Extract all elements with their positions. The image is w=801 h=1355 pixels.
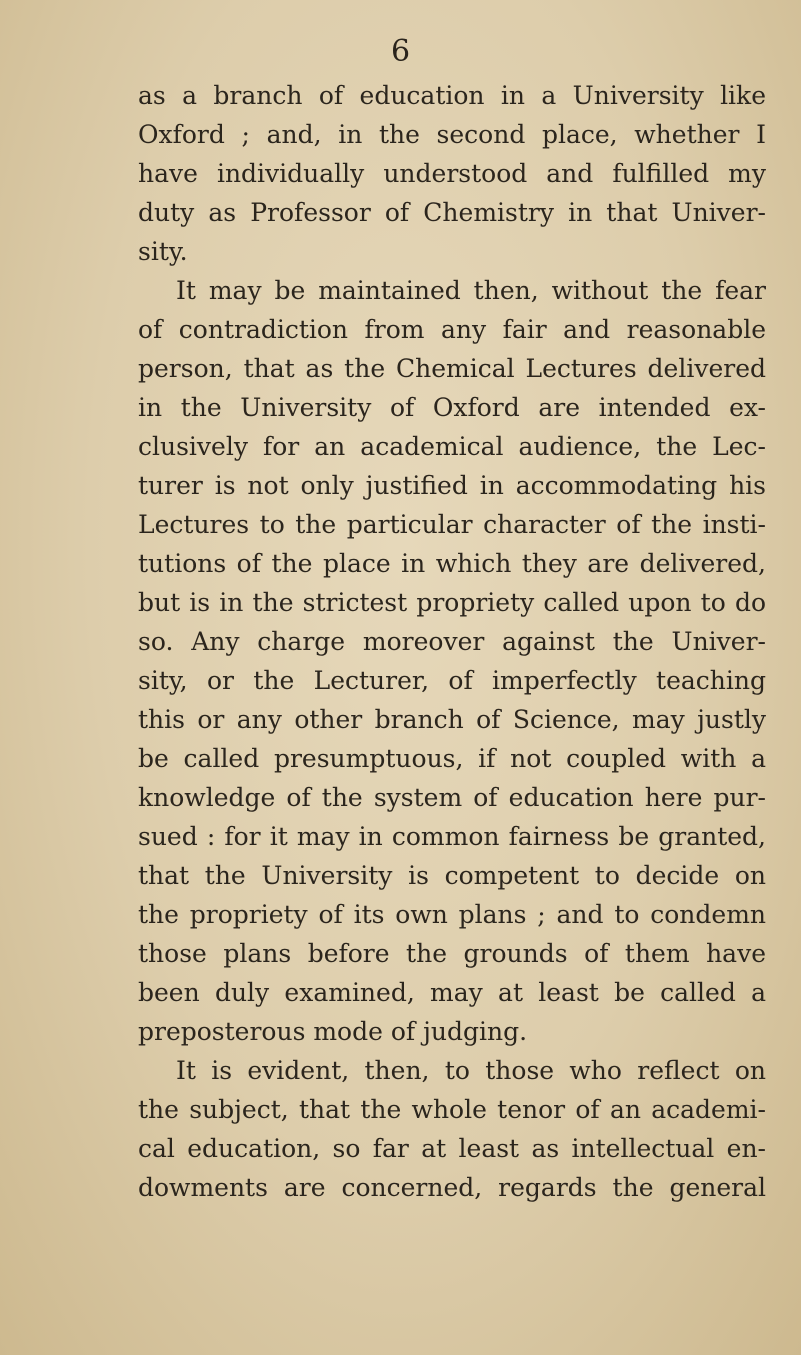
- text-line: turer is not only justified in accommodating his: [138, 471, 766, 500]
- page-number: 6: [390, 34, 411, 69]
- text-line: preposterous mode of judging.: [138, 1017, 528, 1046]
- text-line: sity, or the Lecturer, of imperfectly teaching: [138, 666, 766, 695]
- text-line: sued : for it may in common fairness be granted,: [138, 822, 766, 851]
- text-line: so. Any charge moreover against the Univer-: [138, 627, 766, 656]
- text-line: in the University of Oxford are intended ex-: [138, 393, 766, 422]
- text-line: the subject, that the whole tenor of an academi-: [138, 1095, 766, 1124]
- text-line: knowledge of the system of education here pur-: [138, 783, 766, 812]
- text-line: Oxford ; and, in the second place, whether I: [138, 120, 766, 149]
- text-line: sity.: [138, 237, 188, 266]
- text-line: dowments are concerned, regards the general: [138, 1173, 766, 1202]
- text-line: the propriety of its own plans ; and to condemn: [138, 900, 766, 929]
- text-line: but is in the strictest propriety called upon to do: [138, 588, 766, 617]
- text-line: be called presumptuous, if not coupled with a: [138, 744, 766, 773]
- paragraph-first-line: It is evident, then, to those who reflect on: [176, 1056, 766, 1085]
- text-line: those plans before the grounds of them have: [138, 939, 766, 968]
- text-line: that the University is competent to decide on: [138, 861, 766, 890]
- paragraph-first-line: It may be maintained then, without the fear: [176, 276, 766, 305]
- text-line: clusively for an academical audience, the Lec-: [138, 432, 766, 461]
- text-line: Lectures to the particular character of the insti-: [138, 510, 766, 539]
- body-text: [138, 76, 766, 1207]
- text-line: been duly examined, may at least be called a: [138, 978, 766, 1007]
- text-line: this or any other branch of Science, may justly: [138, 705, 766, 734]
- text-line: duty as Professor of Chemistry in that Univer-: [138, 198, 766, 227]
- text-line: have individually understood and fulfilled my: [138, 159, 766, 188]
- text-line: tutions of the place in which they are delivered,: [138, 549, 766, 578]
- text-line: cal education, so far at least as intellectual en-: [138, 1134, 766, 1163]
- text-line: as a branch of education in a University like: [138, 81, 766, 110]
- text-line: person, that as the Chemical Lectures delivered: [138, 354, 766, 383]
- text-line: of contradiction from any fair and reasonable: [138, 315, 766, 344]
